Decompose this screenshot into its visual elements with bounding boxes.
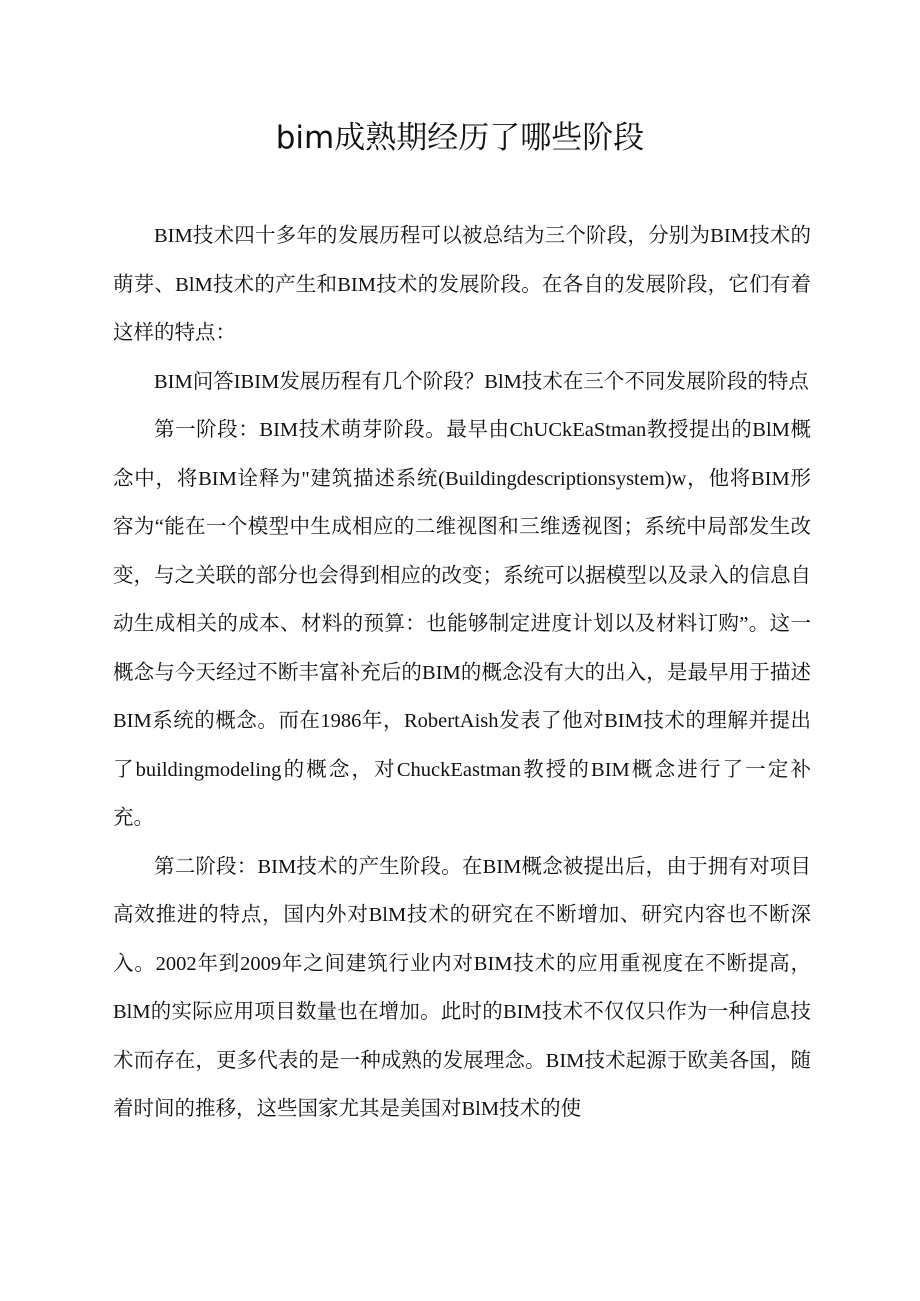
document-body xyxy=(113,212,811,1134)
paragraph-intro: BIM技术四十多年的发展历程可以被总结为三个阶段，分别为BIM技术的萌芽、BlM技术的产生和BIM技术的发展阶段。在各自的发展阶段，它们有着这样的特点： xyxy=(113,225,811,344)
paragraph-stage-one: 第一阶段：BIM技术萌芽阶段。最早由ChUCkEaStman教授提出的BlM概念中，将BIM诠释为"建筑描述系统(Buildingdescriptionsystem)w，他将BIM形容为“能在一个模型中生成相应的二维视图和三维透视图；系统中局部发生改变，与之关联的部分也会得到相应的改变；系统可以据模型以及录入的信息自动生成相关的成本、材料的预算：也能够制定进度计划以及材料订购”。这一概念与今天经过不断丰富补充后的BIM的概念没有大的出入，是最早用于描述BIM系统的概念。而在1986年，RobertAish发表了他对BIM技术的理解并提出了buildingmodeling的概念，对ChuckEastman教授的BIM概念进行了一定补充。 xyxy=(113,419,811,829)
paragraph-question: BIM问答IBIM发展历程有几个阶段？BlM技术在三个不同发展阶段的特点 xyxy=(154,370,809,393)
page-title: bim成熟期经历了哪些阶段 xyxy=(275,120,645,156)
paragraph-stage-two: 第二阶段：BIM技术的产生阶段。在BIM概念被提出后，由于拥有对项目高效推进的特点，国内外对BlM技术的研究在不断增加、研究内容也不断深入。2002年到2009年之间建筑行业内对BIM技术的应用重视度在不断提高，BlM的实际应用项目数量也在增加。此时的BIM技术不仅仅只作为一种信息技术而存在，更多代表的是一种成熟的发展理念。BIM技术起源于欧美各国，随着时间的推移，这些国家尤其是美国对BlM技术的使 xyxy=(113,855,811,1120)
